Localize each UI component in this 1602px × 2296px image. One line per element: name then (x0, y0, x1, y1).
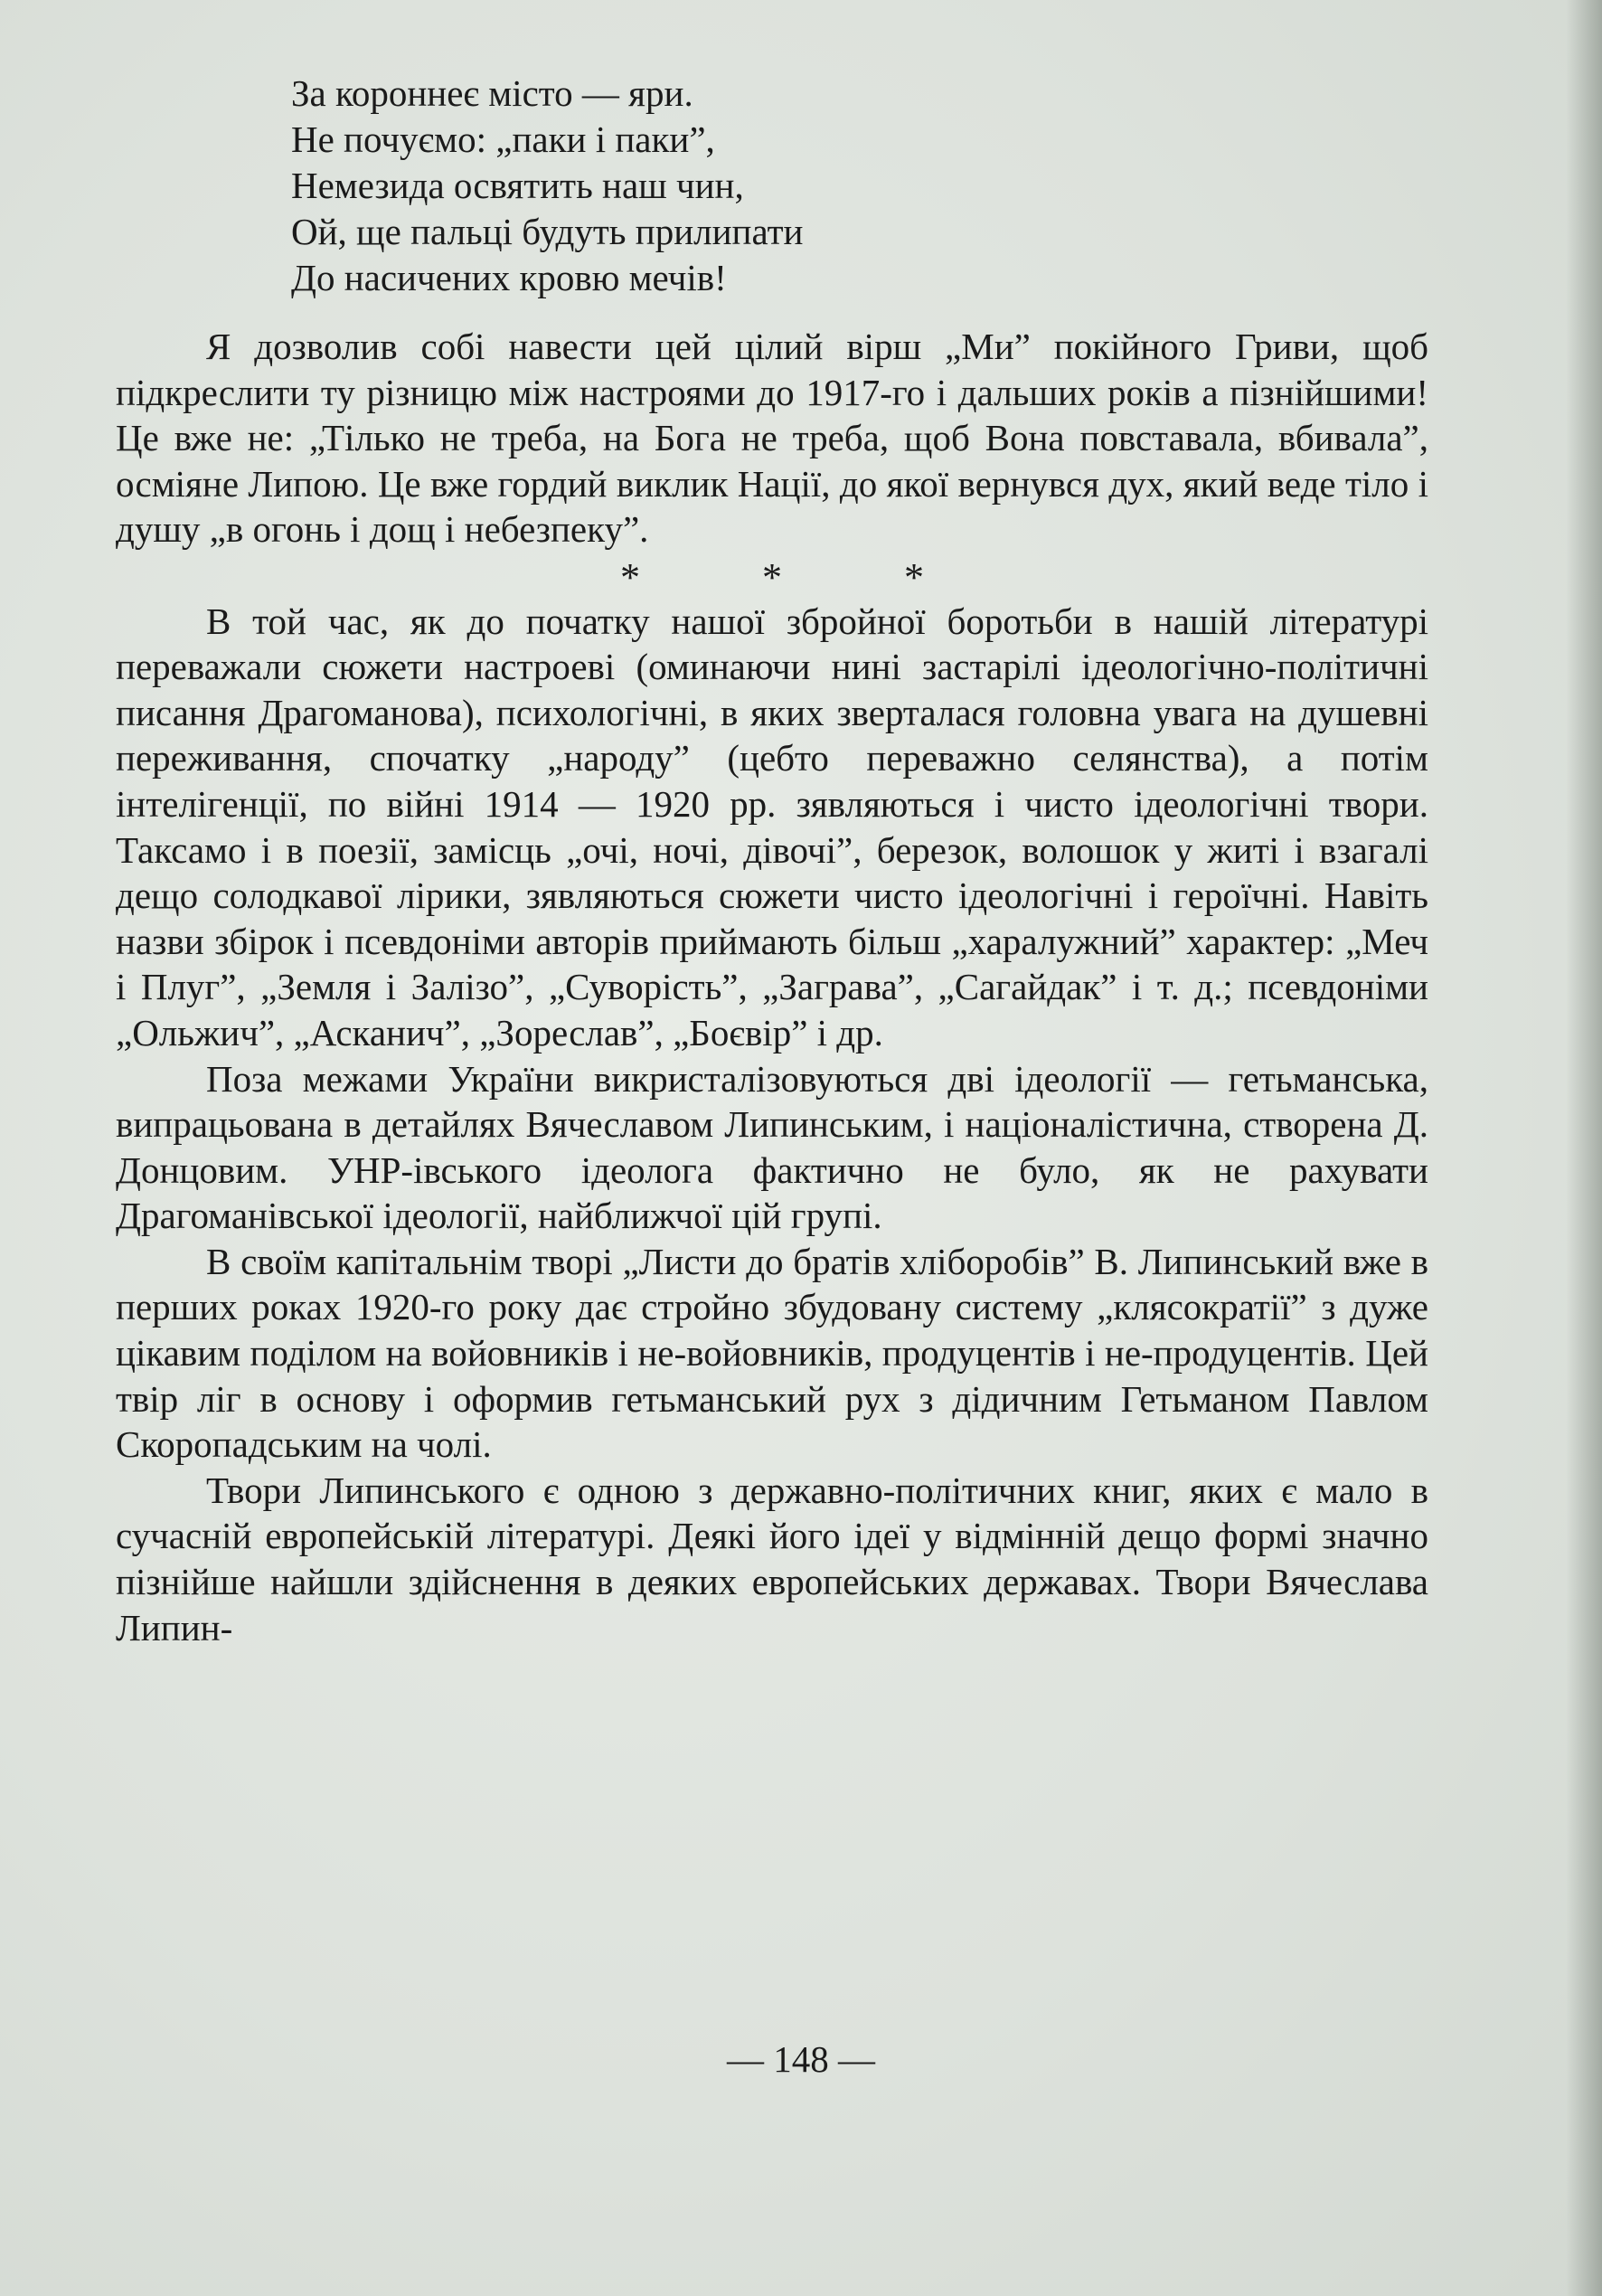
poem-line: До насичених кровю мечів! (291, 257, 727, 298)
poem-excerpt (291, 71, 803, 301)
paragraph: Я дозволив собі навести цей цілий вірш „Ми” покійного Гриви, щоб підкреслити ту різницю між настроями до 1917-го і дальших років а пізнійшими! Це вже не: „Тілько не треба, на Бога не треба, щоб Вона повставала, вбивала”, осміяне Липою. Це вже гордий виклик Нації, до якої вернувся дух, який веде тіло і душу „в огонь і дощ і небезпеку”. (116, 326, 1428, 551)
paragraph: Твори Липинського є одною з державно-політичних книг, яких є мало в сучасній европейській літературі. Деякі його ідеї у відмінній дещо формі значно пізнійше найшли здійснення в деяких европейських державах. Твори Вячеслава Липин- (116, 1469, 1428, 1649)
page-edge-shadow (1566, 0, 1602, 2296)
paragraph: В своїм капітальнім творі „Листи до братів хліборобів” В. Липинський вже в перших роках 1920-го року дає стройно збудовану систему „клясократії” з дуже цікавим поділом на войовників і не-войовників, продуцентів і не-продуцентів. Цей твір ліг в основу і оформив гетьманський рух з дідичним Гетьманом Павлом Скоропадським на чолі. (116, 1240, 1428, 1466)
poem-line: Ой, ще пальці будуть прилипати (291, 211, 804, 252)
page-number: — 148 — (727, 2038, 875, 2080)
paragraph: Поза межами України викристалізовуються дві ідеології — гетьманська, випрацьована в детайлях Вячеславом Липинським, і націоналістична, створена Д. Донцовим. УНР-івського ідеолога фактично не було, як не рахувати Драгоманівської ідеології, найближчої цій групі. (116, 1057, 1428, 1237)
body-text (116, 324, 1428, 1650)
poem-line: За короннеє місто — яри. (291, 72, 693, 114)
poem-line: Не почуємо: „паки і паки”, (291, 118, 715, 160)
section-separator: * * * (620, 554, 980, 600)
paragraph: В той час, як до початку нашої збройної боротьби в нашій літературі переважали сюжети настроеві (оминаючи нині застарілі ідеологічно-політичні писання Драгоманова), психологічні, в яких зверталася головна увага на душевні переживання, спочатку „народу” (цебто переважно селянства), а потім інтелігенції, по війні 1914 — 1920 рр. зявляються і чисто ідеологічні твори. Таксамо і в поезії, замісць „очі, ночі, дівочі”, березок, волошок у житі і взагалі дещо солодкавої лірики, зявляються сюжети чисто ідеологічні і героїчні. Навіть назви збірок і псевдоніми авторів приймають більш „харалужний” характер: „Меч і Плуг”, „Земля і Залізо”, „Суворість”, „Заграва”, „Сагайдак” і т. д.; псевдоніми „Ольжич”, „Асканич”, „Зореслав”, „Боєвір” і др. (116, 600, 1428, 1054)
poem-line: Немезида освятить наш чин, (291, 165, 744, 206)
